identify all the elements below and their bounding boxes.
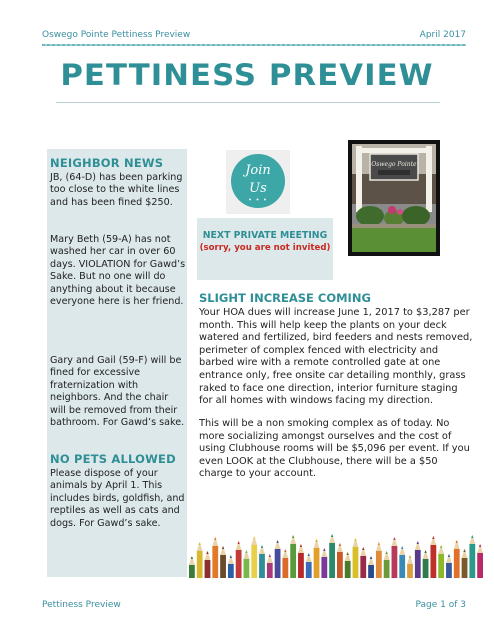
pencil — [298, 544, 304, 578]
pencil — [314, 539, 320, 578]
pencil — [345, 552, 351, 578]
clubhouse-photo — [348, 140, 440, 256]
pencil — [321, 548, 327, 578]
pencil — [438, 545, 444, 578]
footer-left: Pettiness Preview — [42, 600, 121, 610]
pencil — [462, 549, 468, 578]
join-circle — [231, 154, 285, 208]
pencil — [368, 556, 374, 578]
pencil — [244, 550, 250, 578]
pencil — [446, 554, 452, 578]
pencil — [423, 550, 429, 578]
pencil — [259, 545, 265, 578]
slight-increase-paragraph-1: Your HOA dues will increase June 1, 2017 to $3,287 per month. This will help keep the plants on your deck watered and fertilized, bird feeders and nests removed, perimeter of complex fenced with electricity and barbed wire with a remote controlled gate at one entrance only, free onsite car detailing monthly, grass raked to face one direction, interior furniture staging for all homes with windows facing my direction. — [199, 307, 473, 407]
neighbor-news-paragraph-3: Gary and Gail (59-F) will be fined for excessive fraternization with neighbors. And the chair will be removed from their bathroom. For Gawd’s sake. — [50, 355, 185, 429]
pencil — [275, 540, 281, 578]
clubhouse-photo-image — [352, 144, 436, 252]
header-left: Oswego Pointe Pettiness Preview — [42, 30, 191, 40]
neighbor-news-heading: NEIGHBOR NEWS — [50, 156, 164, 170]
pencil — [337, 543, 343, 578]
pencil — [212, 537, 218, 578]
pencil — [407, 555, 413, 578]
pencil — [251, 536, 257, 578]
no-pets-heading: NO PETS ALLOWED — [50, 452, 176, 466]
page-title: PETTINESS PREVIEW — [60, 58, 434, 92]
neighbor-news-paragraph-2: Mary Beth (59-A) has not washed her car in over 60 days. VIOLATION for Gawd’s Sake. But no one will do anything about it because everyone here is her friend. — [50, 234, 186, 308]
pencil — [360, 547, 366, 578]
pencil — [236, 541, 242, 578]
pencil — [306, 553, 312, 578]
join-us-badge — [226, 150, 290, 214]
neighbor-news-paragraph-1: JB, (64-D) has been parking too close to the white lines and has been fined $250. — [50, 172, 183, 208]
pencil — [267, 554, 273, 578]
pencil — [282, 549, 288, 578]
pencil — [228, 555, 234, 578]
pencil — [220, 546, 226, 578]
header-right: April 2017 — [419, 30, 466, 40]
pencil — [189, 556, 195, 578]
photo-sign-text: Oswego Pointe — [371, 161, 417, 168]
pencil — [329, 534, 335, 578]
colored-pencils-image — [188, 522, 484, 578]
join-text-bottom: Us — [249, 181, 267, 196]
slight-increase-paragraph-2: This will be a non smoking complex as of today. No more socializing amongst ourselves and the cost of using Clubhouse rooms will be $5,096 per event. If you even LOOK at the Clubhouse, there will be a $50 charge to your account. — [199, 418, 470, 480]
footer-right: Page 1 of 3 — [415, 600, 466, 610]
slight-increase-heading: SLIGHT INCREASE COMING — [199, 291, 371, 305]
meeting-note: (sorry, you are not invited) — [199, 243, 331, 253]
pencil — [205, 551, 211, 578]
pencil — [353, 538, 359, 578]
join-text-top: Join — [245, 163, 271, 178]
pencil — [392, 537, 398, 578]
join-dots: • • • — [248, 197, 268, 204]
pencil — [477, 544, 483, 578]
header-rule — [42, 44, 466, 46]
pencil — [454, 540, 460, 578]
pencil — [399, 546, 405, 578]
pencil — [469, 535, 475, 578]
pencil — [290, 535, 296, 578]
title-rule — [56, 102, 440, 103]
pencil — [376, 542, 382, 578]
no-pets-paragraph: Please dispose of your animals by April 1. This includes birds, goldfish, and reptiles as well as cats and dogs. For Gawd’s sake. — [50, 468, 185, 529]
pencil — [430, 536, 436, 578]
pencil — [384, 551, 390, 578]
pencil — [415, 541, 421, 578]
meeting-title: NEXT PRIVATE MEETING — [202, 230, 328, 241]
pencil — [197, 542, 203, 578]
